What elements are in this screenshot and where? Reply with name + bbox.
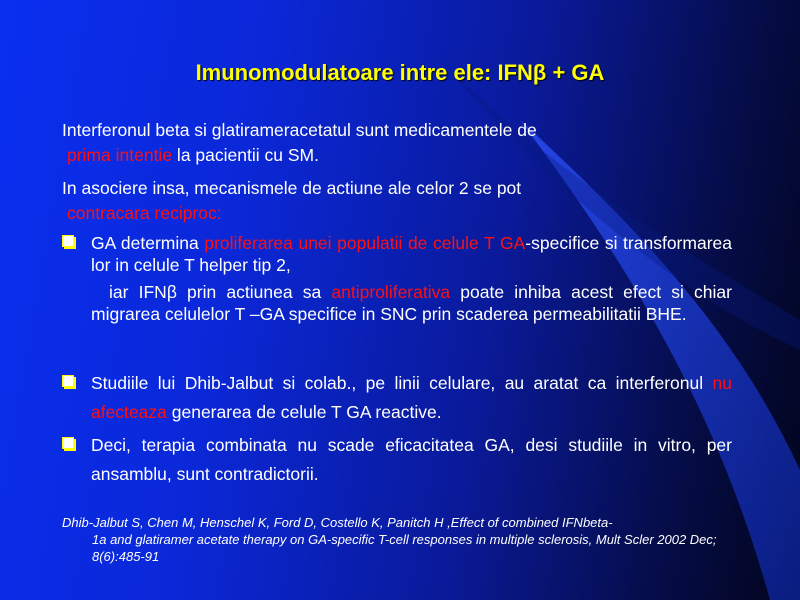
- paragraph-line: In asociere insa, mecanismele de actiune ale celor 2 se pot: [62, 178, 522, 198]
- bullet-text-part: poate inhiba acest efect si chiar migrarea celulelor T –GA specifice in SNC prin scaderea permeabilitatii BHE.: [91, 282, 732, 324]
- paragraph-line: [62, 143, 742, 168]
- bullet-text: [91, 369, 732, 427]
- bullet-checkbox-icon: [62, 375, 74, 387]
- bullet-checkbox-icon: [62, 437, 74, 449]
- bullet-item-combined-therapy: [62, 431, 732, 489]
- reference-citation: [62, 514, 732, 565]
- bullet-text-part: -specifice si transformarea lor in celule T helper tip 2,: [91, 233, 732, 275]
- highlight-text: afecteaza: [91, 402, 167, 422]
- bullet-text-part: generarea de celule T GA reactive.: [166, 402, 442, 422]
- bullet-text-part: Studiile lui Dhib-Jalbut si colab., pe linii celulare, au aratat ca interferonul: [91, 373, 713, 393]
- paragraph-line: [62, 201, 742, 226]
- bullet-subparagraph: [91, 281, 732, 325]
- bullet-text-part: GA determina: [91, 233, 205, 253]
- highlight-text: proliferarea unei populatii de celule T GA: [204, 233, 526, 253]
- paragraph-text: la pacientii cu SM.: [172, 145, 319, 165]
- reference-continuation: 1a and glatiramer acetate therapy on GA-specific T-cell responses in multiple sclerosis, Mult Scler 2002 Dec; 8(6):485-91: [92, 532, 717, 564]
- slide-title: Imunomodulatoare intre ele: IFNβ + GA: [195, 60, 605, 85]
- highlight-text: prima intentie: [67, 145, 173, 165]
- paragraph-association: [62, 176, 742, 226]
- bullet-checkbox-icon: [62, 235, 74, 247]
- highlight-text: contracara reciproc:: [67, 203, 222, 223]
- highlight-text: antiproliferativa: [331, 282, 451, 302]
- paragraph-first-line-drugs: [62, 118, 742, 168]
- bullet-text: Deci, terapia combinata nu scade eficacitatea GA, desi studiile in vitro, per ansamblu, sunt contradictorii.: [91, 435, 732, 484]
- reference-line: Dhib-Jalbut S, Chen M, Henschel K, Ford D, Costello K, Panitch H ,Effect of combined IFNbeta-: [62, 515, 613, 530]
- highlight-text: nu: [712, 373, 732, 393]
- paragraph-line: Interferonul beta si glatirameracetatul sunt medicamentele de: [62, 120, 537, 140]
- bullet-text: [91, 232, 732, 325]
- bullet-item-ga-proliferation: [62, 232, 732, 325]
- bullet-text-part: iar IFNβ prin actiunea sa: [109, 282, 332, 302]
- bullet-item-dhib-jalbut-study: [62, 369, 732, 427]
